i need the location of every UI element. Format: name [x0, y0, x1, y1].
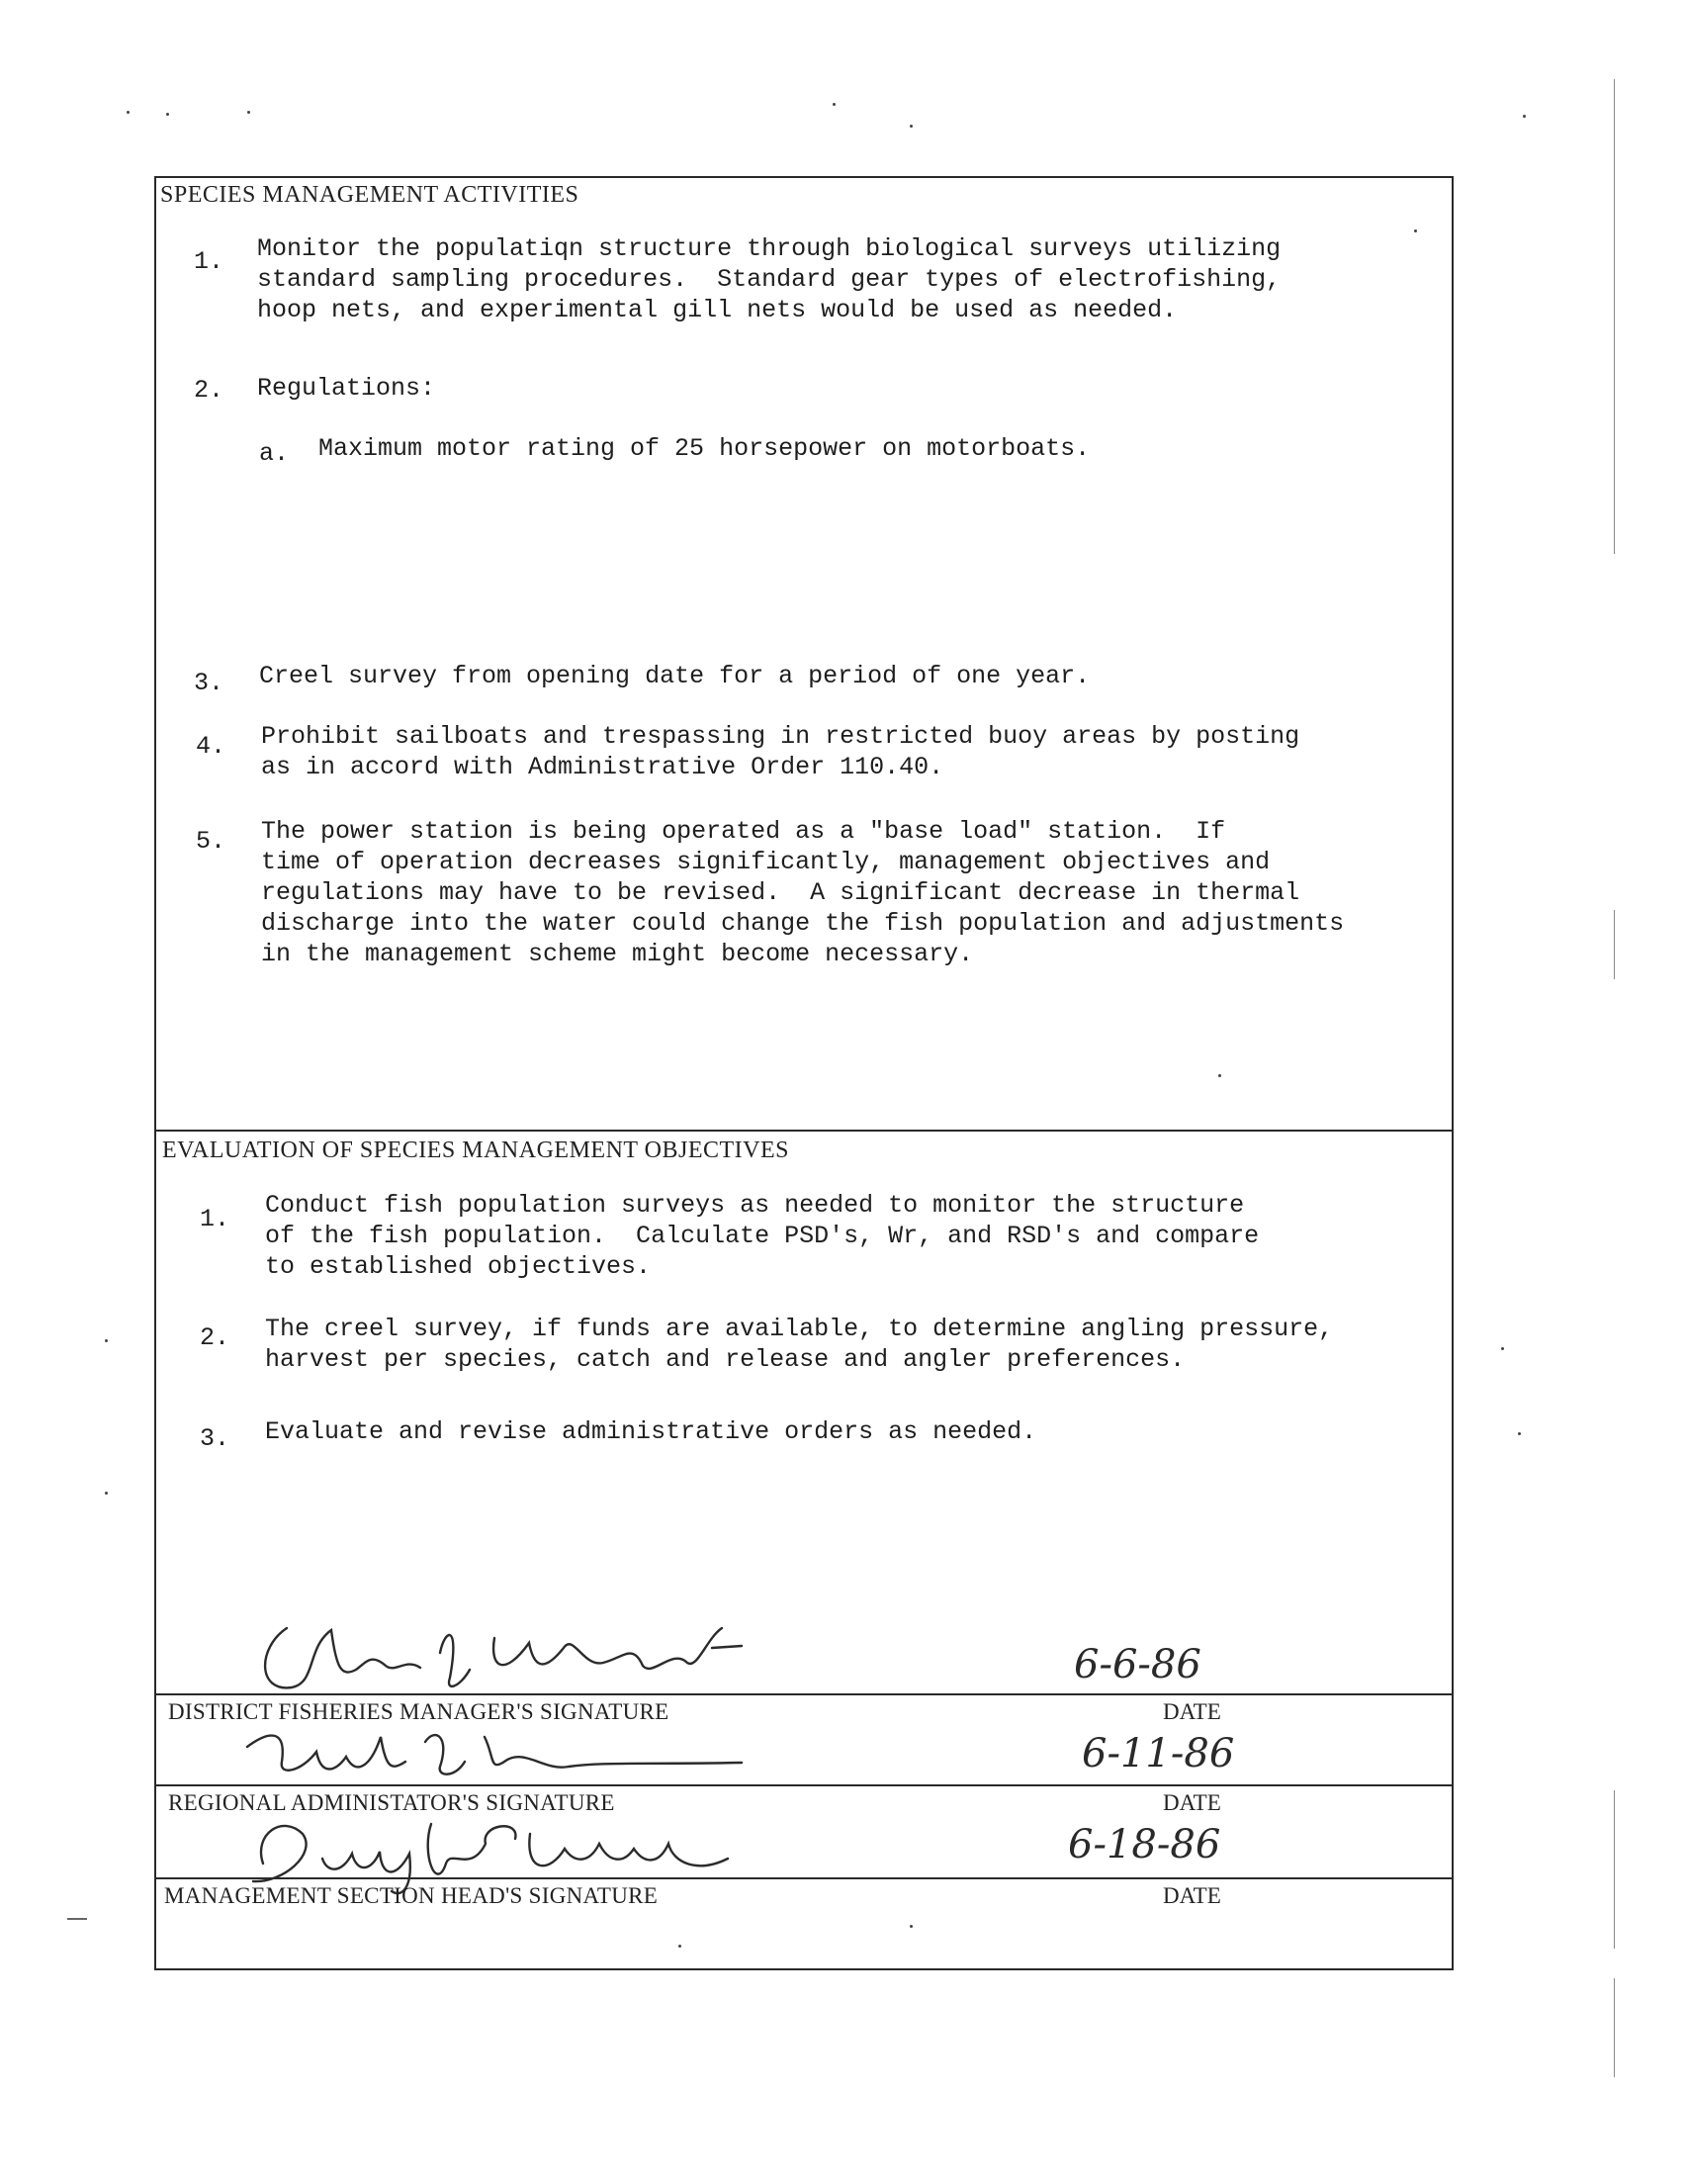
scan-speck: [833, 103, 836, 106]
regional-administrator-date-label: DATE: [1163, 1790, 1221, 1815]
scan-speck: [1523, 115, 1526, 118]
evaluation-item-number: 3.: [200, 1424, 230, 1453]
regional-administrator-signature: [227, 1717, 781, 1788]
scan-edge-mark: [1614, 79, 1615, 554]
district-manager-date-label: DATE: [1163, 1699, 1221, 1724]
species-item-text: Regulations:: [257, 374, 436, 403]
section-head-date: 6-18-86: [1068, 1822, 1221, 1867]
regional-administrator-signature-label: REGIONAL ADMINISTATOR'S SIGNATURE: [168, 1790, 615, 1815]
scan-edge-mark: [1614, 910, 1615, 979]
species-item-text: Creel survey from opening date for a period of one year.: [259, 662, 1091, 690]
section-head-date-label: DATE: [1163, 1883, 1221, 1908]
district-manager-signature-label: DISTRICT FISHERIES MANAGER'S SIGNATURE: [168, 1699, 669, 1724]
evaluation-section-heading: EVALUATION OF SPECIES MANAGEMENT OBJECTIVES: [162, 1138, 789, 1163]
regional-administrator-date: 6-11-86: [1082, 1731, 1235, 1776]
evaluation-item-number: 2.: [200, 1323, 230, 1352]
district-manager-signature: [247, 1608, 761, 1699]
species-item-number: 2.: [194, 376, 224, 405]
scan-edge-mark: [1614, 1978, 1615, 2077]
species-subitem-letter: a.: [259, 439, 290, 468]
species-subitem-text: Maximum motor rating of 25 horsepower on motorboats.: [318, 434, 1091, 463]
scan-speck: [105, 1339, 108, 1342]
scan-speck: [247, 111, 250, 114]
species-section-heading: SPECIES MANAGEMENT ACTIVITIES: [160, 182, 579, 208]
species-item-text: Prohibit sailboats and trespassing in restricted buoy areas by posting as in accord with Administrative Order 110.40.: [261, 722, 1300, 781]
evaluation-item-text: The creel survey, if funds are available, to determine angling pressure, harvest per species, catch and release and angler preferences.: [265, 1315, 1334, 1374]
scan-edge-mark: [1614, 1790, 1615, 1949]
evaluation-item-number: 1.: [200, 1205, 230, 1233]
species-item-number: 4.: [196, 732, 226, 761]
species-item-number: 1.: [194, 247, 224, 276]
evaluation-item-text: Evaluate and revise administrative orders as needed.: [265, 1417, 1037, 1446]
section-head-signature-label: MANAGEMENT SECTION HEAD'S SIGNATURE: [164, 1883, 659, 1908]
scan-speck: [105, 1492, 108, 1495]
scan-speck: [166, 113, 169, 116]
section-divider: [154, 1130, 1454, 1132]
scan-speck: [1501, 1347, 1504, 1350]
scan-speck: [127, 111, 130, 114]
scan-speck: [1518, 1432, 1521, 1435]
species-item-number: 5.: [196, 827, 226, 856]
district-manager-date: 6-6-86: [1074, 1642, 1201, 1687]
scan-edge-mark: [67, 1918, 87, 1920]
scan-speck: [910, 125, 913, 128]
species-item-text: Monitor the populatiqn structure through biological surveys utilizing standard sampling procedures. Standard gear types of electrofishing, hoop nets, and experimental gill nets would be used as needed.: [257, 234, 1282, 324]
species-item-number: 3.: [194, 669, 224, 697]
evaluation-item-text: Conduct fish population surveys as needed to monitor the structure of the fish population. Calculate PSD's, Wr, and RSD's and compare to established objectives.: [265, 1191, 1260, 1281]
species-item-text: The power station is being operated as a "base load" station. If time of operation decreases significantly, management objectives and regulations may have to be revised. A significant decrease in thermal discharge into the water could change the fish population and adjustments in the management scheme might become necessary.: [261, 817, 1345, 968]
